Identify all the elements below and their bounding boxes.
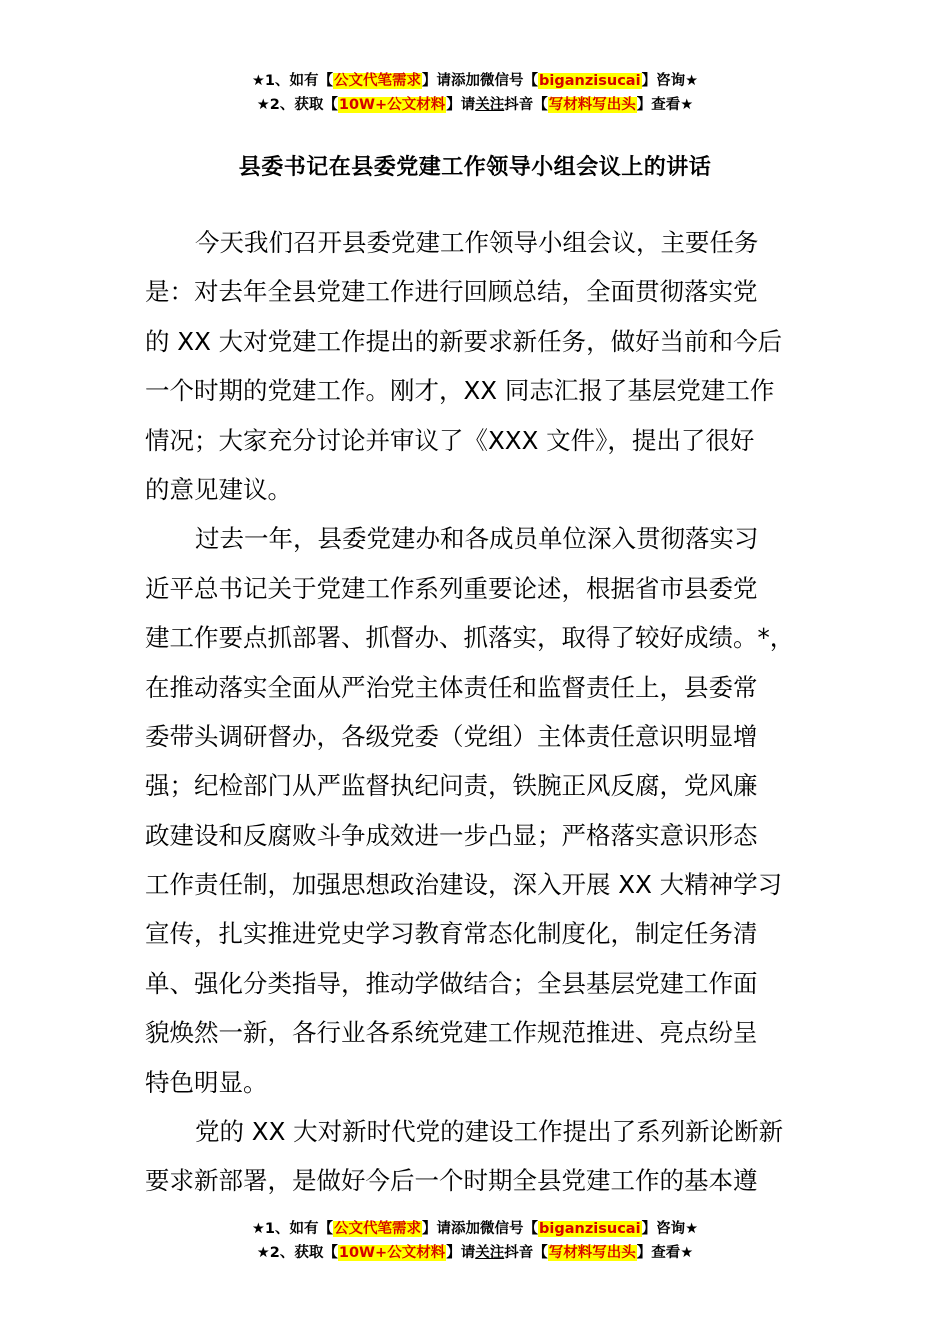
footer-highlight-writing-service: 公文代笔需求 — [334, 1221, 422, 1237]
body-line: 单、强化分类指导，推动学做结合；全县基层党建工作面 — [145, 968, 758, 998]
body-line: 建工作要点抓部署、抓督办、抓落实，取得了较好成绩。*， — [145, 623, 795, 653]
footer-banner-text: 】咨询★ — [641, 1221, 699, 1237]
footer-banner-text: 抖音【 — [504, 1245, 548, 1261]
header-banner-text: ★1、如有【 — [251, 73, 334, 89]
body-line: 过去一年，县委党建办和各成员单位深入贯彻落实习 — [195, 524, 759, 554]
body-line: 宣传，扎实推进党史学习教育常态化制度化，制定任务清 — [145, 919, 758, 949]
body-line: 的 XX 大对党建工作提出的新要求新任务，做好当前和今后 — [145, 326, 783, 356]
body-line: 特色明显。 — [145, 1067, 268, 1097]
body-line: 的意见建议。 — [145, 474, 292, 504]
body-line: 情况；大家充分讨论并审议了《XXX 文件》，提出了很好 — [145, 425, 755, 455]
body-line: 要求新部署，是做好今后一个时期全县党建工作的基本遵 — [145, 1166, 758, 1196]
footer-banner-text: 】请 — [446, 1245, 476, 1261]
body-line: 今天我们召开县委党建工作领导小组会议，主要任务 — [195, 228, 759, 257]
footer-highlight-materials: 10W+公文材料 — [338, 1245, 446, 1261]
body-line: 一个时期的党建工作。刚才，XX 同志汇报了基层党建工作 — [145, 376, 775, 406]
body-line: 近平总书记关于党建工作系列重要论述，根据省市县委党 — [145, 573, 758, 603]
footer-highlight-douyin-account: 写材料写出头 — [548, 1245, 636, 1261]
header-banner-text: 】查看★ — [636, 97, 694, 113]
header-banner-line-1 — [0, 69, 950, 93]
document-body — [145, 218, 807, 1206]
body-line: 强；纪检部门从严监督执纪问责，铁腕正风反腐，党风廉 — [145, 771, 758, 801]
body-line: 政建设和反腐败斗争成效进一步凸显；严格落实意识形态 — [145, 820, 758, 850]
header-underlined-follow: 关注 — [475, 97, 505, 113]
header-highlight-materials: 10W+公文材料 — [338, 97, 446, 113]
header-highlight-writing-service: 公文代笔需求 — [334, 73, 422, 89]
footer-banner — [0, 1217, 950, 1265]
header-banner-line-2 — [0, 93, 950, 117]
header-banner-text: ★2、获取【 — [256, 97, 338, 113]
body-line: 貌焕然一新，各行业各系统党建工作规范推进、亮点纷呈 — [145, 1018, 758, 1048]
footer-underlined-follow: 关注 — [475, 1245, 505, 1261]
header-banner-text: 】咨询★ — [641, 73, 699, 89]
footer-banner-text: ★2、获取【 — [256, 1245, 338, 1261]
footer-banner-text: ★1、如有【 — [251, 1221, 334, 1237]
header-banner — [0, 69, 950, 117]
header-banner-text: 抖音【 — [504, 97, 548, 113]
footer-highlight-wechat-id: biganzisucai — [539, 1221, 641, 1237]
body-line: 工作责任制，加强思想政治建设，深入开展 XX 大精神学习 — [145, 870, 783, 900]
footer-banner-text: 】请添加微信号【 — [422, 1221, 539, 1237]
footer-banner-line-2 — [0, 1241, 950, 1265]
body-line: 在推动落实全面从严治党主体责任和监督责任上，县委常 — [145, 672, 758, 702]
body-line: 党的 XX 大对新时代党的建设工作提出了系列新论断新 — [195, 1117, 784, 1147]
footer-banner-text: 】查看★ — [636, 1245, 694, 1261]
header-highlight-wechat-id: biganzisucai — [539, 73, 641, 89]
document-title: 县委书记在县委党建工作领导小组会议上的讲话 — [238, 155, 712, 180]
body-line: 委带头调研督办，各级党委（党组）主体责任意识明显增 — [145, 721, 758, 751]
footer-banner-line-1 — [0, 1217, 950, 1241]
header-banner-text: 】请 — [446, 97, 476, 113]
body-line: 是：对去年全县党建工作进行回顾总结，全面贯彻落实党 — [145, 277, 758, 307]
header-highlight-douyin-account: 写材料写出头 — [548, 97, 636, 113]
header-banner-text: 】请添加微信号【 — [422, 73, 539, 89]
